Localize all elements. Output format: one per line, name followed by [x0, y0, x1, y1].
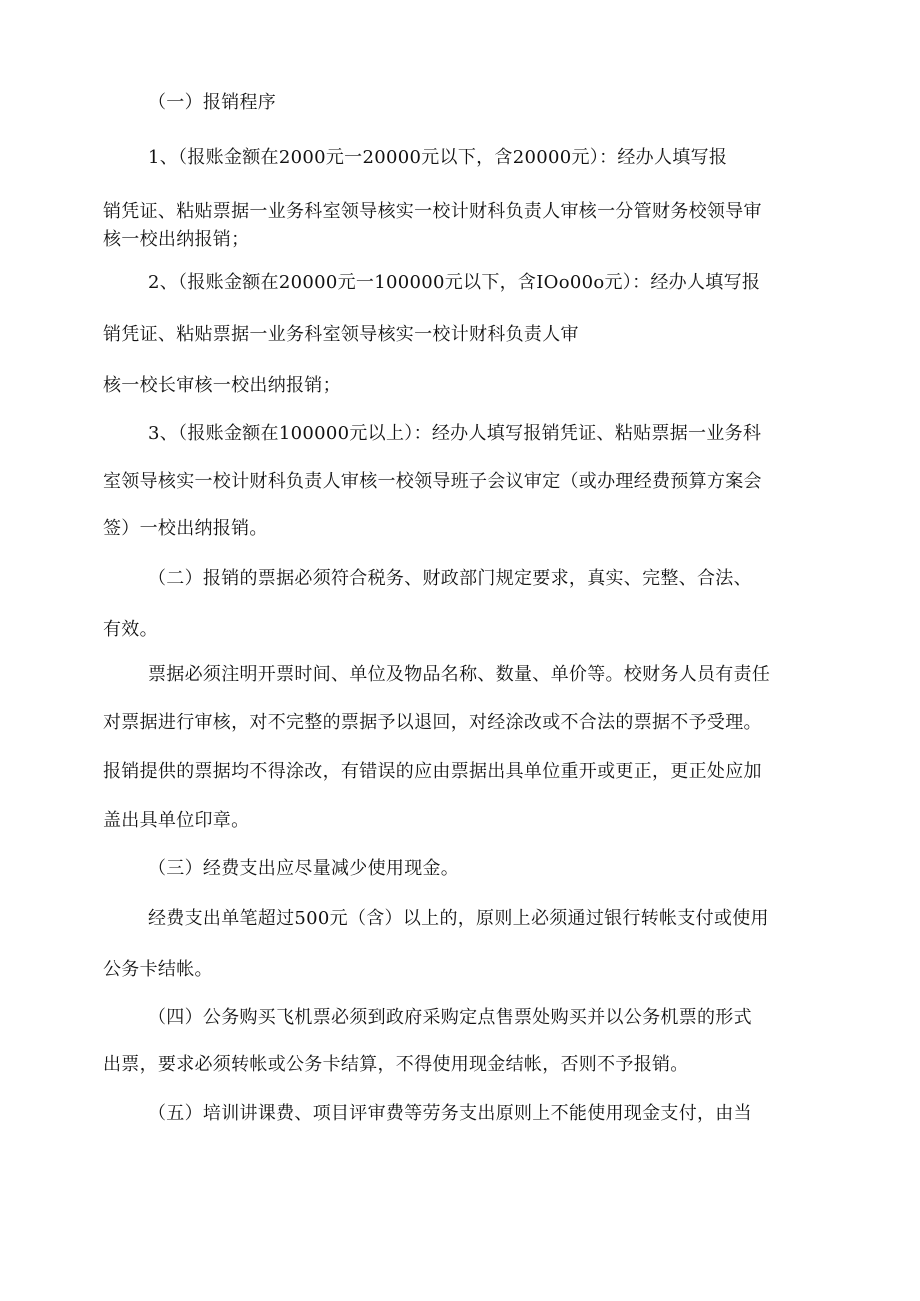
- section-heading-1: （一）报销程序: [148, 92, 277, 113]
- paragraph-line: 有效。: [103, 619, 158, 640]
- paragraph-line: 出票，要求必须转帐或公务卡结算，不得使用现金结帐，否则不予报销。: [103, 1054, 689, 1075]
- paragraph-line: 3、（报账金额在100000元以上）：经办人填写报销凭证、粘贴票据一业务科: [148, 423, 762, 444]
- paragraph-line: 报销提供的票据均不得涂改，有错误的应由票据出具单位重开或更正，更正处应加: [103, 761, 762, 782]
- section-heading-2: （二）报销的票据必须符合税务、财政部门规定要求，真实、完整、合法、: [148, 568, 752, 589]
- section-heading-5: （五）培训讲课费、项目评审费等劳务支出原则上不能使用现金支付，由当: [148, 1103, 752, 1124]
- paragraph-line: 2、（报账金额在20000元一100000元以下，含IOo00o元）：经办人填写报: [148, 272, 761, 293]
- paragraph-line: 销凭证、粘贴票据一业务科室领导核实一校计财科负责人审: [103, 324, 579, 345]
- paragraph-line: 室领导核实一校计财科负责人审核一校领导班子会议审定（或办理经费预算方案会: [103, 471, 762, 492]
- paragraph-line: 对票据进行审核，对不完整的票据予以退回，对经涂改或不合法的票据不予受理。: [103, 712, 762, 733]
- paragraph-line: 票据必须注明开票时间、单位及物品名称、数量、单价等。校财务人员有责任: [148, 664, 771, 685]
- paragraph-line: 1、（报账金额在2000元一20000元以下，含20000元）：经办人填写报: [148, 147, 728, 168]
- paragraph-line: 核一校出纳报销；: [103, 229, 250, 250]
- paragraph-line: 公务卡结帐。: [103, 959, 213, 980]
- section-heading-4: （四）公务购买飞机票必须到政府采购定点售票处购买并以公务机票的形式: [148, 1007, 752, 1028]
- paragraph-line: 销凭证、粘贴票据一业务科室领导核实一校计财科负责人审核一分管财务校领导审: [103, 201, 762, 222]
- paragraph-line: 签）一校出纳报销。: [103, 518, 268, 539]
- paragraph-line: 盖出具单位印章。: [103, 810, 250, 831]
- section-heading-3: （三）经费支出应尽量减少使用现金。: [148, 858, 460, 879]
- paragraph-line: 经费支出单笔超过500元（含）以上的，原则上必须通过银行转帐支付或使用: [148, 908, 769, 929]
- paragraph-line: 核一校长审核一校出纳报销；: [103, 375, 341, 396]
